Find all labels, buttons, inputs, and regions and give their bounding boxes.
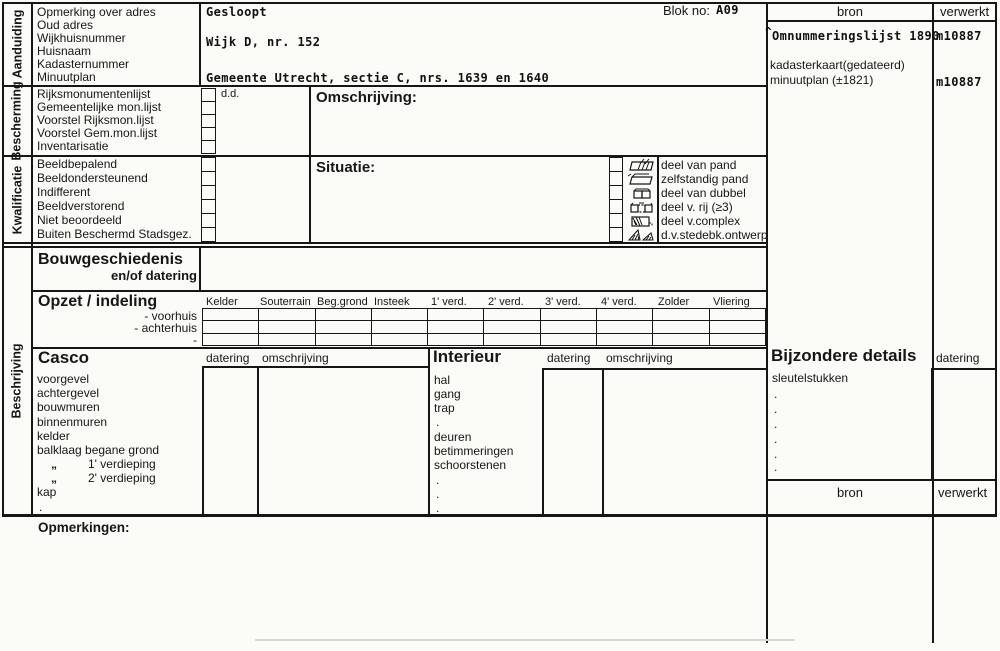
checkbox-rijksmonumentenlijst[interactable]: [201, 88, 216, 102]
interieur-datering-write-area[interactable]: [544, 370, 601, 514]
casco-row-dot: .: [39, 500, 43, 514]
zelfstandig-pand-icon: [627, 173, 656, 185]
bijzonder-datering-header: datering: [936, 351, 980, 365]
field-label-niet-beoordeeld: Niet beoordeeld: [37, 213, 122, 227]
bijzonder-title: Bijzondere details: [771, 346, 917, 365]
situatie-write-area[interactable]: [312, 178, 607, 240]
bijzonder-row-dot-5: .: [774, 447, 778, 461]
field-label-indifferent: Indifferent: [37, 185, 91, 199]
blok-no-value: A09: [716, 3, 739, 17]
casco-interieur-divider: [428, 347, 430, 514]
section-label-column-line: [31, 2, 33, 515]
verwerkt-entry-2: m10887: [936, 75, 982, 89]
opzet-cell[interactable]: [372, 309, 428, 321]
opzet-cell[interactable]: [597, 321, 653, 333]
field-label-opmerking-over-adres: Opmerking over adres: [37, 5, 156, 19]
opzet-title: Opzet / indeling: [38, 293, 158, 310]
section-label-bescherming: Bescherming: [10, 81, 25, 161]
opzet-col-zolder: Zolder: [658, 296, 690, 308]
situatie-option-deel-van-dubbel: deel van dubbel: [661, 186, 746, 200]
deel-van-pand-icon: [627, 159, 656, 171]
scan-edge-line: [255, 639, 795, 641]
casco-row-1e-verdieping: 1' verdieping: [88, 457, 156, 471]
checkbox-indifferent[interactable]: [201, 186, 216, 200]
interieur-row-trap: trap: [434, 401, 455, 415]
double-divider-lower: [2, 246, 768, 248]
omschrijving-heading: Omschrijving:: [316, 89, 417, 106]
bron-entry-minuutplan: minuutplan (±1821): [770, 73, 874, 87]
field-label-voorstel-rijksmonlijst: Voorstel Rijksmon.lijst: [37, 113, 154, 127]
opzet-col-beggrond: Beg.grond: [317, 296, 368, 308]
section-aanduiding: [3, 2, 31, 86]
bron-entry-omnummeringslijst: Omnummeringslijst 1890: [772, 29, 940, 43]
checkbox-inventarisatie[interactable]: [201, 141, 216, 154]
opzet-row-label-dash: -: [193, 333, 197, 347]
opzet-col-1verd: 1' verd.: [431, 296, 467, 308]
opzet-cell[interactable]: [597, 309, 653, 321]
opzet-cell[interactable]: [653, 321, 709, 333]
casco-row-balklaag: balklaag begane grond: [37, 443, 160, 457]
bouwgeschiedenis-title: Bouwgeschiedenis: [38, 251, 183, 268]
field-label-beeldverstorend: Beeldverstorend: [37, 199, 125, 213]
bouwgeschiedenis-write-area[interactable]: [202, 249, 765, 289]
casco-row-2e-verdieping: 2' verdieping: [88, 471, 156, 485]
field-label-kadasternummer: Kadasternummer: [37, 57, 130, 71]
opzet-cell[interactable]: [541, 309, 597, 321]
interieur-title: Interieur: [433, 347, 502, 366]
field-label-huisnaam: Huisnaam: [37, 44, 92, 58]
opzet-col-insteek: Insteek: [374, 296, 410, 308]
field-label-inventarisatie: Inventarisatie: [37, 139, 109, 153]
bijzonder-row-dot-1: .: [774, 387, 778, 401]
opzet-col-kelder: Kelder: [206, 296, 238, 308]
bescherming-checkbox-column: [201, 88, 216, 154]
entry-wijkhuisnummer-value: Wijk D, nr. 152: [206, 35, 321, 49]
bijzonder-row-dot-3: .: [774, 417, 778, 431]
interieur-row-dot-2: .: [436, 473, 440, 487]
opzet-cell[interactable]: [710, 309, 766, 321]
opzet-cell[interactable]: [316, 321, 372, 333]
checkbox-beeldverstorend[interactable]: [201, 200, 216, 214]
checkbox-voorstel-rijksmonlijst[interactable]: [201, 115, 216, 128]
casco-row-voorgevel: voorgevel: [37, 372, 90, 386]
field-label-minuutplan: Minuutplan: [37, 70, 96, 84]
opzet-cell[interactable]: [316, 334, 372, 346]
casco-omschrijving-header: omschrijving: [262, 351, 329, 365]
divider-bouwgeschiedenis-opzet: [33, 290, 767, 292]
field-label-gemeentelijke-monlijst: Gemeentelijke mon.lijst: [37, 100, 162, 114]
checkbox-buiten-beschermd[interactable]: [201, 228, 216, 242]
casco-omschrijving-write-area[interactable]: [259, 368, 428, 514]
casco-title: Casco: [38, 348, 90, 367]
field-label-beeldbepalend: Beeldbepalend: [37, 157, 118, 171]
dd-label: d.d.: [221, 88, 240, 100]
section-label-kwalificatie: Kwalificatie: [10, 165, 24, 234]
verwerkt-entry-1: m10887: [936, 29, 982, 43]
verwerkt-bottom-write-area[interactable]: [934, 517, 996, 641]
deel-van-rij-icon: [627, 201, 656, 213]
aanduiding-entry-column-line: [199, 2, 201, 85]
checkbox-deel-van-pand[interactable]: [609, 157, 623, 172]
opzet-cell[interactable]: [428, 334, 484, 346]
checkbox-deel-van-dubbel[interactable]: [609, 186, 623, 200]
checkbox-beeldondersteunend[interactable]: [201, 172, 216, 186]
opzet-cell[interactable]: [259, 334, 315, 346]
section-kwalificatie: [3, 157, 31, 242]
opzet-cell[interactable]: [597, 334, 653, 346]
opzet-cell[interactable]: [203, 334, 259, 346]
bijzonder-row-dot-2: .: [774, 402, 778, 416]
interieur-row-betimmeringen: betimmeringen: [434, 444, 514, 458]
entry-opmerking-value: Gesloopt: [206, 5, 267, 19]
casco-row-achtergevel: achtergevel: [37, 386, 100, 400]
interieur-datering-header: datering: [547, 351, 591, 365]
opzet-row-label-voorhuis: - voorhuis: [144, 309, 197, 323]
opzet-cell[interactable]: [653, 334, 709, 346]
double-divider-upper: [2, 242, 768, 244]
bijzonder-row-dot-4: .: [774, 432, 778, 446]
section-bescherming: [3, 81, 31, 161]
bron-header-topline-bottom: [766, 479, 997, 481]
situatie-option-deel-van-pand: deel van pand: [661, 158, 737, 172]
bron-entry-kadasterkaart: kadasterkaart(gedateerd): [770, 58, 905, 72]
opzet-cell[interactable]: [372, 334, 428, 346]
interieur-row-dot-1: .: [436, 415, 440, 429]
bouwgeschiedenis-label-line: [199, 247, 201, 290]
situatie-heading: Situatie:: [316, 159, 376, 176]
ditto-mark-1: „: [51, 457, 57, 471]
bouwgeschiedenis-subtitle: en/of datering: [111, 268, 197, 283]
section-label-beschrijving: Beschrijving: [10, 343, 24, 419]
interieur-omschrijving-header: omschrijving: [606, 351, 673, 365]
checkbox-deel-van-complex[interactable]: [609, 214, 623, 228]
opzet-col-4verd: 4' verd.: [601, 296, 637, 308]
situatie-option-zelfstandig-pand: zelfstandig pand: [661, 172, 749, 186]
casco-datering-header: datering: [206, 351, 250, 365]
field-label-rijksmonumentenlijst: Rijksmonumentenlijst: [37, 87, 151, 101]
casco-row-bouwmuren: bouwmuren: [37, 400, 100, 414]
opzet-cell[interactable]: [428, 309, 484, 321]
divider-opzet-casco: [33, 347, 767, 349]
entry-minuutplan-value: Gemeente Utrecht, sectie C, nrs. 1639 en 1640: [206, 71, 550, 85]
bron-header: bron: [836, 4, 864, 19]
section-beschrijving: [3, 248, 31, 514]
situatie-option-deel-van-rij: deel v. rij (≥3): [661, 200, 733, 214]
verwerkt-header-bottom: verwerkt: [938, 485, 988, 500]
checkbox-zelfstandig-pand[interactable]: [609, 172, 623, 186]
opzet-cell[interactable]: [484, 309, 540, 321]
opmerkingen-heading: Opmerkingen:: [38, 520, 130, 535]
field-label-buiten-beschermd-stadsgez: Buiten Beschermd Stadsgez.: [37, 227, 192, 241]
opzet-cell[interactable]: [203, 309, 259, 321]
checkbox-beeldbepalend[interactable]: [201, 157, 216, 172]
ditto-mark-2: „: [51, 471, 57, 485]
opzet-cell[interactable]: [484, 321, 540, 333]
situatie-checkbox-column: [609, 157, 623, 242]
opzet-row-label-achterhuis: - achterhuis: [134, 321, 197, 335]
checkbox-gemeentelijke-monlijst[interactable]: [201, 102, 216, 115]
deel-van-dubbel-icon: [627, 187, 656, 199]
opzet-cell[interactable]: [259, 321, 315, 333]
opzet-cell[interactable]: [710, 334, 766, 346]
checkbox-deel-van-rij[interactable]: [609, 200, 623, 214]
opzet-cell[interactable]: [541, 334, 597, 346]
omschrijving-write-area[interactable]: [312, 108, 764, 153]
opzet-cell[interactable]: [484, 334, 540, 346]
casco-row-kelder: kelder: [37, 429, 70, 443]
field-label-wijkhuisnummer: Wijkhuisnummer: [37, 31, 126, 45]
bijzonder-row-sleutelstukken: sleutelstukken: [772, 371, 849, 385]
checkbox-niet-beoordeeld[interactable]: [201, 214, 216, 228]
deel-van-complex-icon: [627, 215, 656, 227]
bijzonder-datering-write-area[interactable]: [933, 370, 995, 478]
field-label-voorstel-gemmonlijst: Voorstel Gem.mon.lijst: [37, 126, 158, 140]
opzet-cell[interactable]: [653, 309, 709, 321]
interieur-row-gang: gang: [434, 387, 461, 401]
bron-header-bottom: bron: [836, 485, 864, 500]
blok-no-label: Blok no:: [663, 3, 710, 18]
bron-header-underline-top: [766, 20, 997, 22]
situatie-option-deel-van-complex: deel v.complex: [661, 214, 741, 228]
interieur-row-dot-3: .: [436, 487, 440, 501]
opzet-cell[interactable]: [372, 321, 428, 333]
omschrijving-column-line: [309, 87, 311, 242]
opzet-cell[interactable]: [428, 321, 484, 333]
kwalificatie-checkbox-column: [201, 157, 216, 242]
interieur-row-deuren: deuren: [434, 430, 472, 444]
opzet-cell[interactable]: [203, 321, 259, 333]
interieur-row-schoorstenen: schoorstenen: [434, 458, 507, 472]
opzet-cell[interactable]: [259, 309, 315, 321]
field-label-oud-adres: Oud adres: [37, 18, 94, 32]
opzet-grid: [202, 308, 766, 346]
checkbox-stedebouwkundig-ontwerp[interactable]: [609, 228, 623, 242]
opzet-cell[interactable]: [710, 321, 766, 333]
opzet-col-souterrain: Souterrain: [260, 296, 311, 308]
casco-datering-write-area[interactable]: [204, 368, 257, 514]
opzet-col-3verd: 3' verd.: [545, 296, 581, 308]
field-label-beeldondersteunend: Beeldondersteunend: [37, 171, 148, 185]
bijzonder-row-dot-6: .: [774, 460, 778, 474]
opzet-col-2verd: 2' verd.: [488, 296, 524, 308]
opzet-cell[interactable]: [541, 321, 597, 333]
casco-row-kap: kap: [37, 485, 57, 499]
interieur-row-dot-4: .: [436, 501, 440, 515]
opzet-col-vliering: Vliering: [713, 296, 750, 308]
insert-caret-mark: ^: [765, 25, 773, 38]
situatie-option-stedebouwkundig: d.v.stedebk.ontwerp: [661, 228, 768, 242]
verwerkt-header: verwerkt: [940, 4, 990, 19]
bron-bottom-write-area[interactable]: [768, 517, 932, 641]
opzet-cell[interactable]: [316, 309, 372, 321]
stedebouwkundig-ontwerp-icon: [627, 229, 656, 241]
right-border: [995, 2, 997, 516]
casco-row-binnenmuren: binnenmuren: [37, 415, 108, 429]
interieur-row-hal: hal: [434, 373, 451, 387]
checkbox-voorstel-gemmonlijst[interactable]: [201, 128, 216, 141]
opmerkingen-write-area[interactable]: [38, 538, 758, 638]
section-label-aanduiding: Aanduiding: [10, 9, 24, 79]
situatie-icon-label-line: [657, 157, 659, 243]
interieur-omschrijving-write-area[interactable]: [604, 370, 766, 514]
